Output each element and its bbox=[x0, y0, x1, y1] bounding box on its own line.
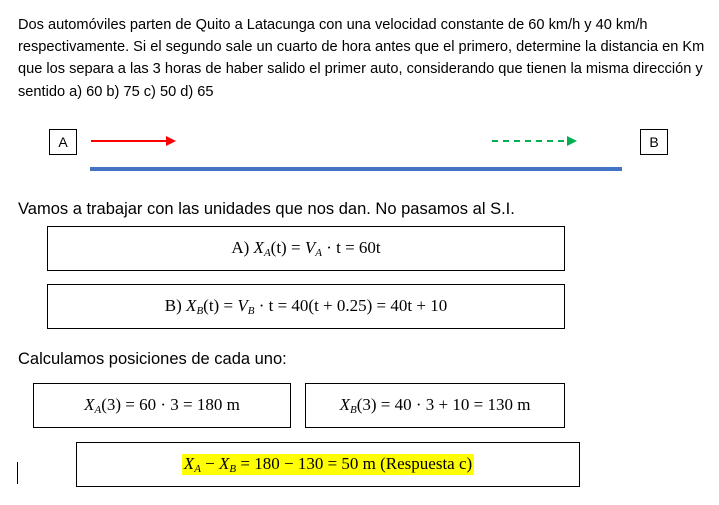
car-a-velocity-arrow bbox=[91, 136, 176, 146]
equation-b: B) $X_B(t) = V_B \cdot t = 40(t + 0.25) = 40t + 10$ bbox=[164, 296, 448, 317]
calc-a: $X_A(3) = 60 \cdot 3 = 180$ m bbox=[84, 395, 240, 416]
car-a-arrow-head bbox=[166, 136, 176, 146]
positions-heading: Calculamos posiciones de cada uno: bbox=[18, 350, 287, 368]
equation-box-b bbox=[47, 284, 565, 329]
point-a-label: A bbox=[49, 129, 77, 155]
equation-box-a bbox=[47, 226, 565, 271]
text-cursor bbox=[17, 462, 18, 484]
answer-equation: $X_A - X_B = 180 - 130 = 50$ m (Respuesta c) bbox=[183, 454, 473, 475]
calc-box-a bbox=[33, 383, 291, 428]
calc-b: $X_B(3) = 40 \cdot 3 + 10 = 130$ m bbox=[339, 395, 531, 416]
answer-box bbox=[76, 442, 580, 487]
units-note: Vamos a trabajar con las unidades que nos dan. No pasamos al S.I. bbox=[18, 200, 515, 218]
car-b-arrow-head bbox=[567, 136, 577, 146]
car-b-velocity-arrow bbox=[492, 136, 577, 146]
motion-diagram bbox=[0, 120, 719, 180]
problem-statement: Dos automóviles parten de Quito a Latacunga con una velocidad constante de 60 km/h y 40 km/h respectivamente. Si el segundo sale un cuarto de hora antes que el primero, determine la distancia en Km que los separa a las 3 horas de haber salido el primer auto, considerando que tienen la misma dirección y sentido a) 60 b) 75 c) 50 d) 65 bbox=[18, 17, 705, 100]
calc-box-b bbox=[305, 383, 565, 428]
equation-a: A) $X_A(t) = V_A \cdot t = 60t$ bbox=[231, 238, 381, 259]
point-b-label: B bbox=[640, 129, 668, 155]
